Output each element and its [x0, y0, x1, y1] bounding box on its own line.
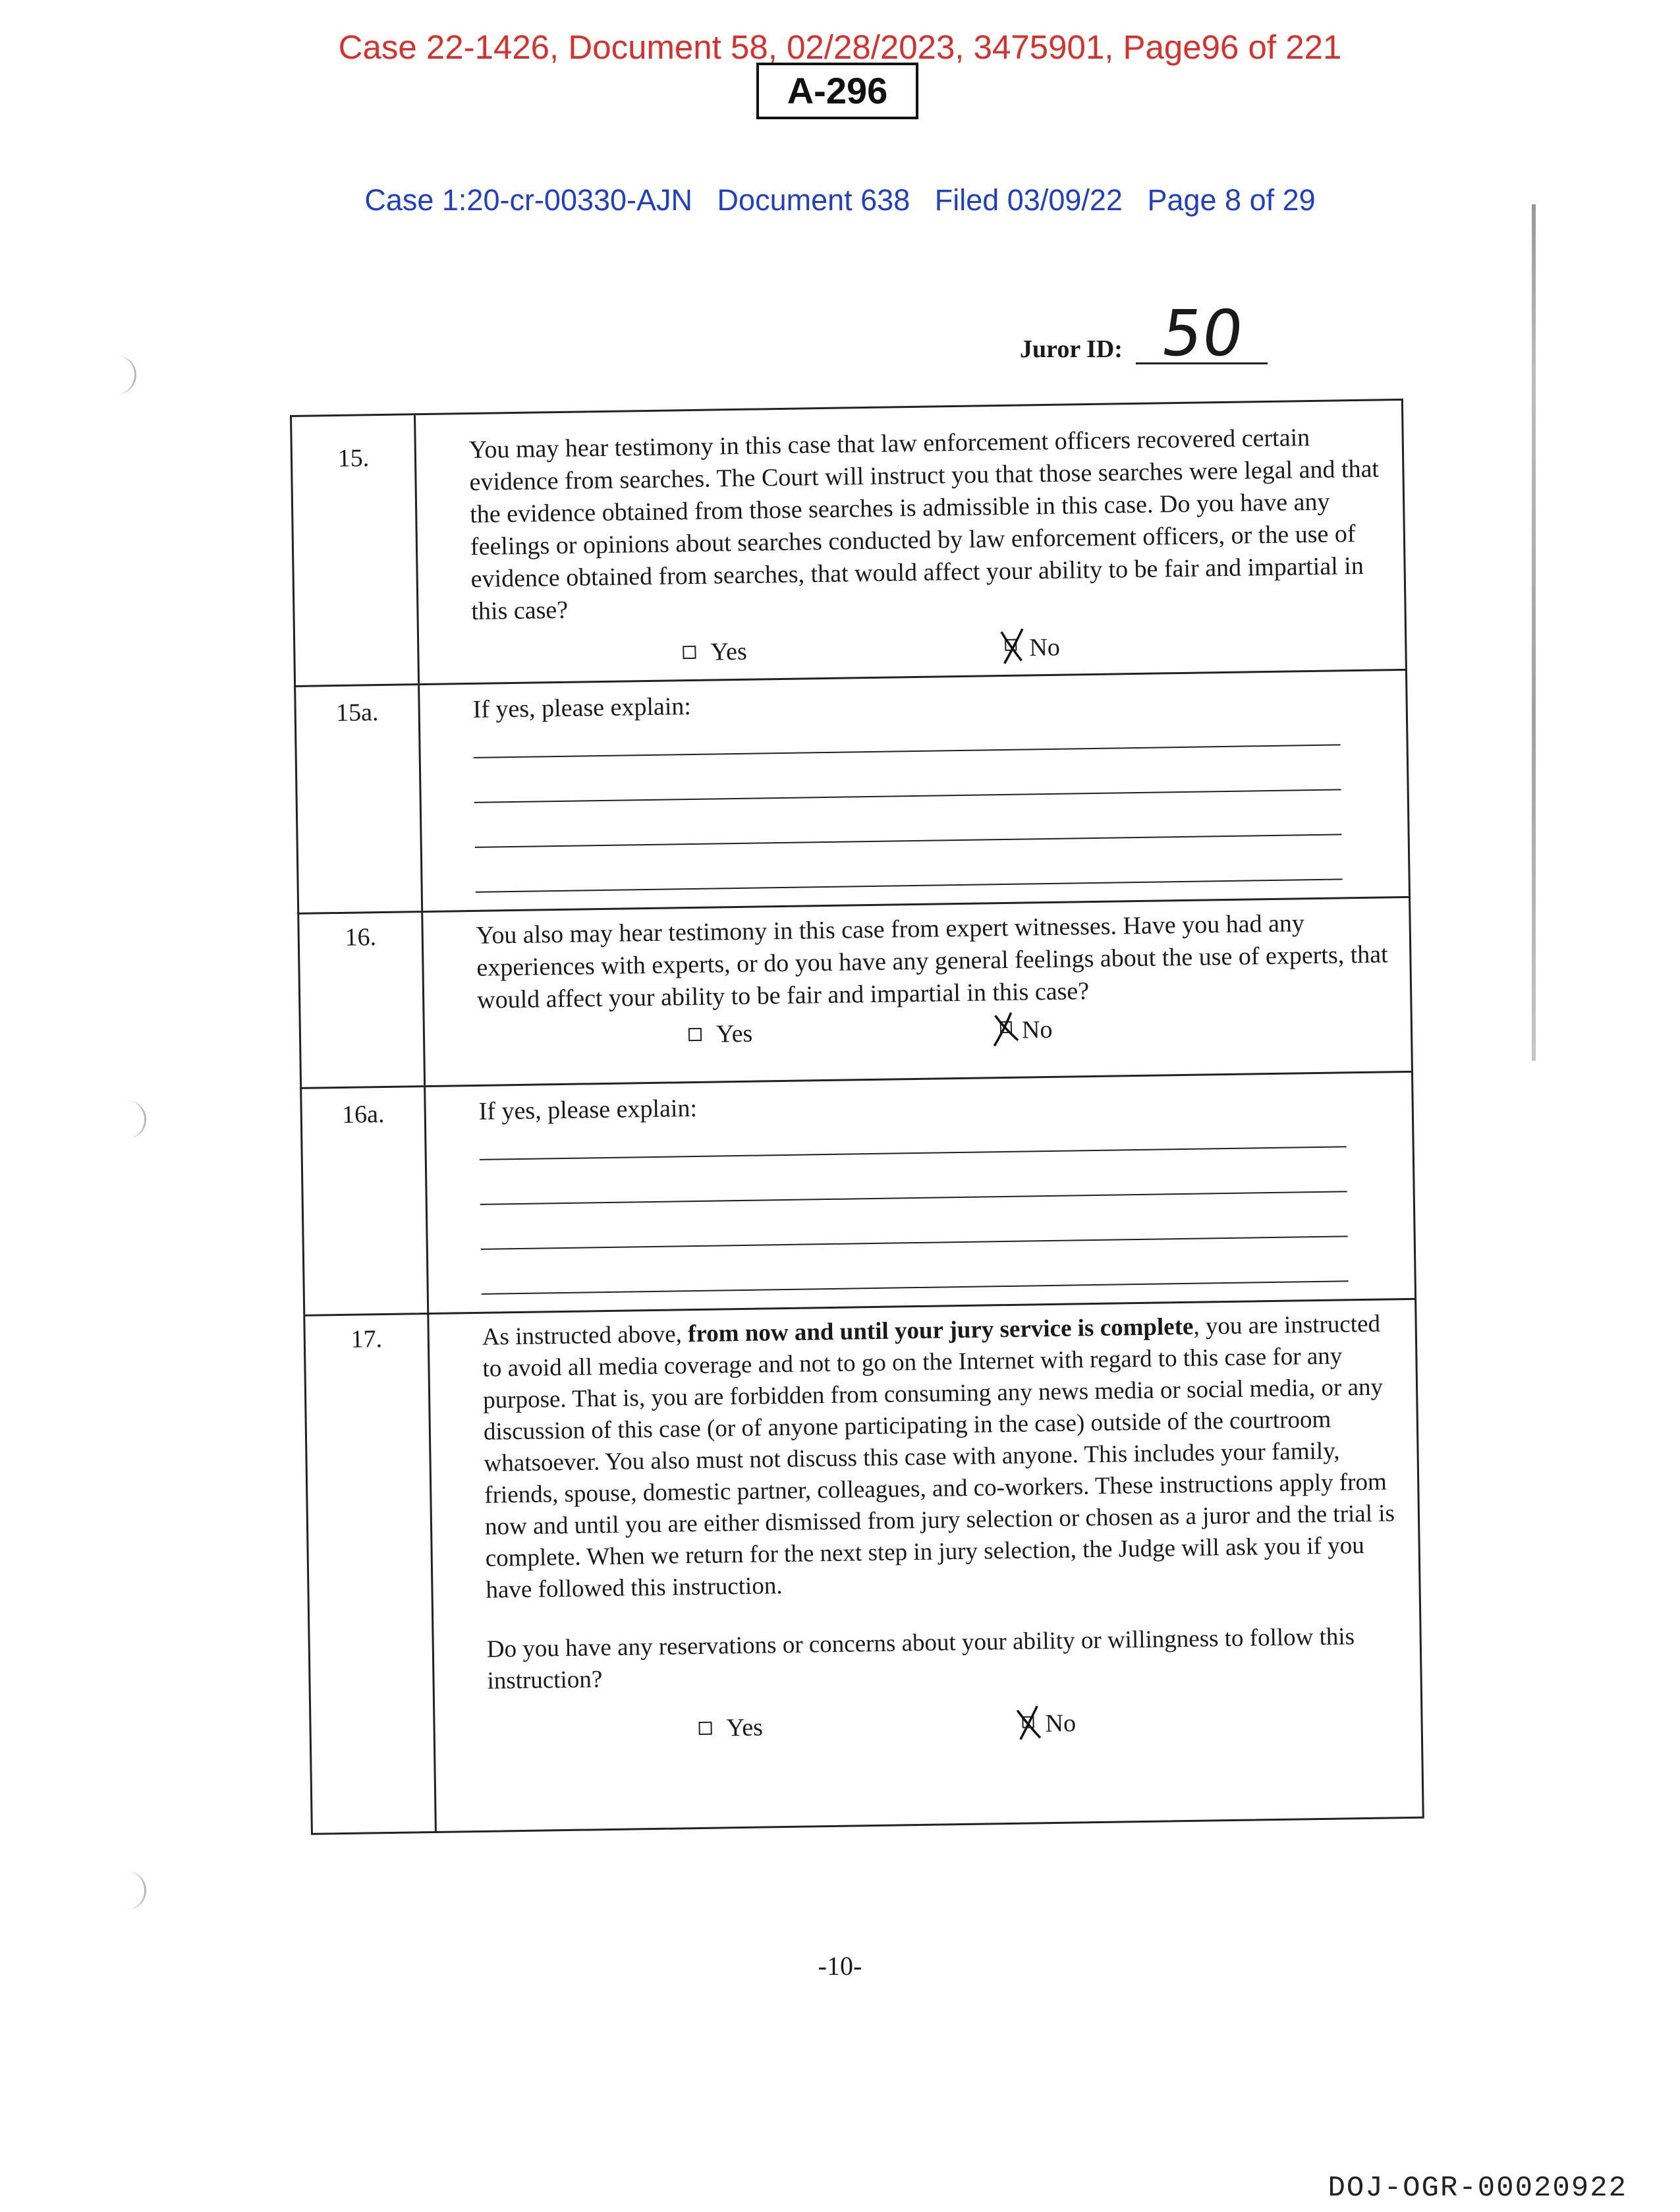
question-text: If yes, please explain:: [472, 693, 692, 723]
no-label: No: [1021, 1015, 1053, 1044]
question-text: You also may hear testimony in this case from expert witnesses. Have you had any experiences with experts, or do you have any general feelings about the use of experts, that would affect your ability to be fair and impartial in this case?: [476, 909, 1388, 1014]
bates-number: DOJ-OGR-00020922: [1328, 2172, 1627, 2205]
explanation-line[interactable]: [474, 744, 1341, 758]
question-content: [476, 906, 1391, 1062]
question-text: You may hear testimony in this case that law enforcement officers recovered certain evidence from searches. The Court will instruct you that those searches were legal and that the evidence obtained from those searches is admissible in this case. Do you have any feelings or opinions about searches conducted by law enforcement officers, or the use of evidence obtained from searches, that would affect your ability to be fair and impartial in this case?: [468, 424, 1380, 625]
explanation-line[interactable]: [476, 878, 1343, 893]
instruction-text: As instructed above, from now and until your jury service is complete, you are instructed to avoid all media coverage and not to go on the Internet with regard to this case for any purpose. That is, you are forbidden from consuming any news media or social media, or any discussion of this case (or of anyone participating in the case) outside of the courtroom whatsoever. You also must not discuss this case with anyone. This includes your family, friends, spouse, domestic partner, colleagues, and co-workers. These instructions apply from now and until you are either dismissed from jury selection or chosen as a juror and the trial is complete. When we return for the next step in jury selection, the Judge will ask you if you have followed this instruction.: [482, 1310, 1395, 1604]
yes-label: Yes: [715, 1019, 753, 1048]
question-number: 16.: [345, 923, 377, 951]
number-column: [299, 913, 426, 1087]
number-column: [302, 1087, 429, 1315]
yes-checkbox[interactable]: [698, 1722, 712, 1735]
number-column: [296, 685, 423, 913]
question-text: If yes, please explain:: [478, 1094, 698, 1125]
yes-option[interactable]: [698, 1712, 763, 1744]
question-row-16a: [300, 1071, 1416, 1315]
explanation-line[interactable]: [475, 834, 1342, 848]
question-content: [472, 680, 1386, 726]
handwritten-x-check-icon: [1015, 1703, 1044, 1741]
no-option[interactable]: [992, 1013, 1053, 1051]
punch-hole-mark: [122, 1100, 146, 1139]
question-number: 15a.: [335, 698, 379, 727]
punch-hole-mark: [122, 1871, 146, 1910]
yes-no-options: [488, 1702, 1401, 1755]
no-option[interactable]: [1015, 1707, 1076, 1745]
explanation-line[interactable]: [482, 1280, 1349, 1295]
punch-hole-mark: [112, 356, 136, 394]
exhibit-number-box: A-296: [756, 63, 918, 119]
questionnaire-table: [290, 398, 1444, 1851]
question-text: Do you have any reservations or concerns about your ability or willingness to follow this instruction?: [486, 1623, 1355, 1695]
explanation-line[interactable]: [474, 789, 1341, 803]
explanation-line[interactable]: [480, 1146, 1347, 1160]
handwritten-x-check-icon: [999, 627, 1028, 665]
question-row-17: [303, 1298, 1424, 1835]
yes-label: Yes: [726, 1713, 764, 1742]
yes-option[interactable]: [683, 636, 747, 669]
question-number: 16a.: [341, 1100, 385, 1129]
no-option[interactable]: [999, 631, 1060, 669]
scan-edge-artifact: [1532, 204, 1536, 1061]
no-label: No: [1045, 1709, 1077, 1738]
yes-label: Yes: [710, 637, 748, 666]
handwritten-x-check-icon: [992, 1010, 1021, 1048]
yes-no-options: [478, 1008, 1391, 1062]
question-number: 17.: [350, 1325, 383, 1353]
explanation-line[interactable]: [480, 1191, 1347, 1205]
question-content: [482, 1308, 1401, 1755]
no-label: No: [1029, 633, 1061, 662]
question-row-15: [290, 399, 1407, 685]
district-court-stamp: Case 1:20-cr-00330-AJN Document 638 Filed 03/09/22 Page 8 of 29: [364, 183, 1316, 217]
question-row-16: [297, 896, 1413, 1087]
page-number: -10-: [818, 1951, 862, 1981]
yes-checkbox[interactable]: [688, 1028, 702, 1041]
number-column: [292, 415, 420, 685]
explanation-line[interactable]: [481, 1235, 1348, 1250]
question-row-15a: [294, 669, 1411, 913]
question-content: [468, 420, 1385, 679]
number-column: [305, 1315, 437, 1833]
question-content: [478, 1082, 1392, 1128]
juror-id-field: [1020, 297, 1283, 370]
yes-checkbox[interactable]: [683, 646, 696, 659]
appellate-case-stamp: Case 22-1426, Document 58, 02/28/2023, 3475901, Page96 of 221: [338, 28, 1342, 66]
question-number: 15.: [337, 444, 370, 472]
instruction-emphasis: from now and until your jury service is complete: [687, 1313, 1194, 1348]
yes-option[interactable]: [688, 1018, 753, 1051]
juror-id-handwritten-value: 50: [1157, 297, 1248, 370]
juror-id-label: Juror ID:: [1020, 335, 1123, 363]
